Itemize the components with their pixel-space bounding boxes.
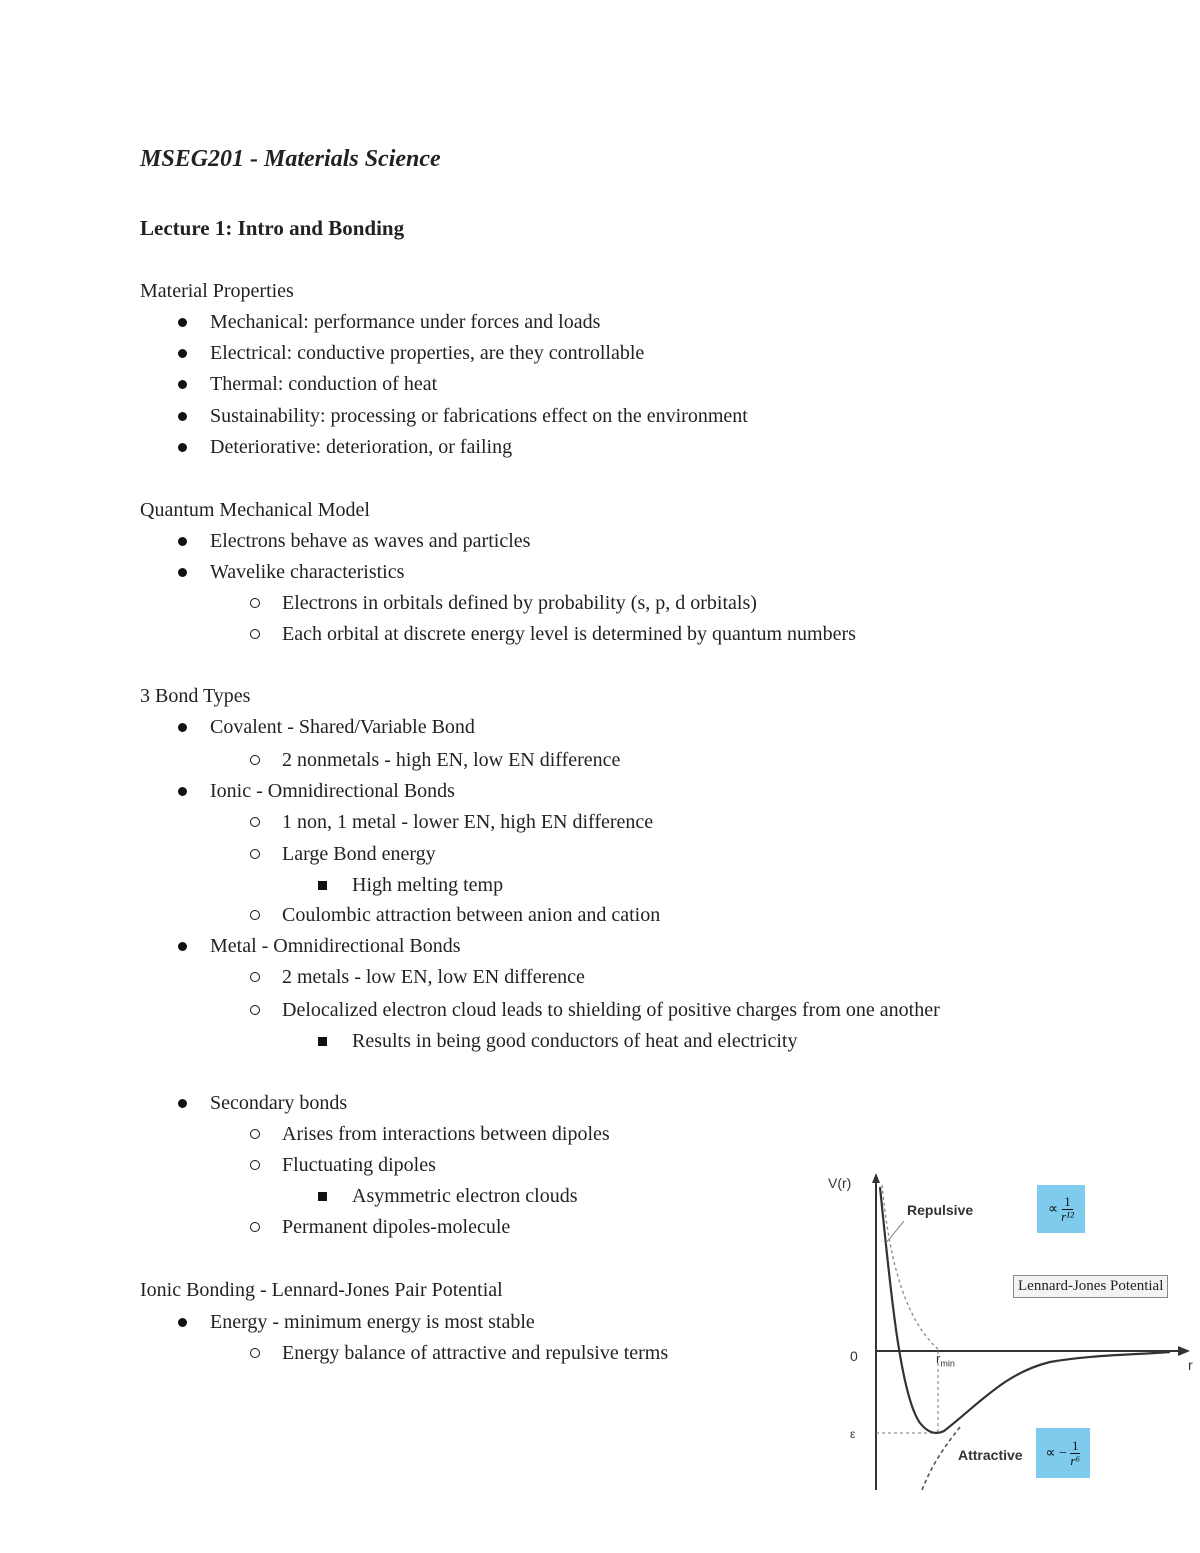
list-subitem: Each orbital at discrete energy level is determined by quantum numbers: [282, 623, 856, 645]
list-item-metal: Metal - Omnidirectional Bonds: [210, 935, 461, 957]
y-axis-arrow: [872, 1173, 880, 1183]
bullet-disc: [178, 1318, 187, 1327]
lennard-jones-legend: Lennard-Jones Potential: [1013, 1275, 1168, 1298]
section-heading-material-properties: Material Properties: [140, 280, 294, 302]
list-subsubitem: Asymmetric electron clouds: [352, 1185, 578, 1207]
attractive-formula-box: ∝ − $\frac{1}{\text{r⁶}}$: [1036, 1428, 1090, 1478]
list-subitem: Coulombic attraction between anion and cation: [282, 904, 661, 926]
epsilon-label: ε: [850, 1427, 856, 1441]
list-item-secondary: Secondary bonds: [210, 1092, 348, 1114]
section-heading-quantum-model: Quantum Mechanical Model: [140, 499, 370, 521]
rmin-label: $r_{min}$: [936, 1351, 955, 1369]
list-item: Thermal: conduction of heat: [210, 373, 438, 395]
document-title: MSEG201 - Materials Science: [140, 146, 441, 172]
y-axis-label: V(r): [828, 1175, 852, 1191]
bullet-circle: [250, 910, 260, 920]
bullet-disc: [178, 318, 187, 327]
bullet-square: [318, 881, 327, 890]
list-item-covalent: Covalent - Shared/Variable Bond: [210, 716, 475, 738]
list-item: Electrons behave as waves and particles: [210, 530, 531, 552]
bullet-disc: [178, 723, 187, 732]
lennard-jones-plot: [820, 1165, 1200, 1495]
list-subitem: Delocalized electron cloud leads to shielding of positive charges from one another: [282, 999, 940, 1021]
list-subitem: Permanent dipoles-molecule: [282, 1216, 511, 1238]
bullet-disc: [178, 412, 187, 421]
bullet-circle: [250, 849, 260, 859]
bullet-circle: [250, 598, 260, 608]
list-subitem: 2 metals - low EN, low EN difference: [282, 966, 585, 988]
bullet-disc: [178, 443, 187, 452]
list-item: Deteriorative: deterioration, or failing: [210, 436, 513, 458]
bullet-circle: [250, 1222, 260, 1232]
section-heading-ionic-bonding: Ionic Bonding - Lennard-Jones Pair Potential: [140, 1279, 503, 1301]
bullet-disc: [178, 537, 187, 546]
list-subitem: Arises from interactions between dipoles: [282, 1123, 610, 1145]
list-item: Electrical: conductive properties, are they controllable: [210, 342, 645, 364]
bullet-circle: [250, 1129, 260, 1139]
repulsive-label: Repulsive: [907, 1202, 974, 1218]
lennard-jones-figure: [820, 1165, 1200, 1495]
bullet-circle: [250, 817, 260, 827]
list-item-ionic: Ionic - Omnidirectional Bonds: [210, 780, 455, 802]
list-subitem: 1 non, 1 metal - lower EN, high EN difference: [282, 811, 654, 833]
list-subitem: 2 nonmetals - high EN, low EN difference: [282, 749, 621, 771]
bullet-disc: [178, 942, 187, 951]
lecture-heading: Lecture 1: Intro and Bonding: [140, 216, 405, 240]
x-axis-label: r: [1188, 1357, 1193, 1373]
bullet-disc: [178, 1099, 187, 1108]
list-subsubitem: Results in being good conductors of heat and electricity: [352, 1030, 798, 1052]
list-item: Mechanical: performance under forces and loads: [210, 311, 601, 333]
bullet-disc: [178, 787, 187, 796]
bullet-circle: [250, 972, 260, 982]
list-item: Sustainability: processing or fabrications effect on the environment: [210, 405, 748, 427]
bullet-circle: [250, 1160, 260, 1170]
bullet-circle: [250, 755, 260, 765]
bullet-circle: [250, 629, 260, 639]
attractive-term-curve: [922, 1427, 960, 1490]
bullet-circle: [250, 1348, 260, 1358]
bullet-disc: [178, 349, 187, 358]
x-axis-arrow: [1178, 1346, 1190, 1356]
section-heading-bond-types: 3 Bond Types: [140, 685, 251, 707]
list-subsubitem: High melting temp: [352, 874, 504, 896]
bullet-disc: [178, 568, 187, 577]
potential-curve: [880, 1187, 1170, 1433]
repulsive-formula-box: ∝ $\frac{1}{\text{r¹²}}$: [1037, 1185, 1085, 1233]
bullet-circle: [250, 1005, 260, 1015]
list-item: Wavelike characteristics: [210, 561, 405, 583]
bullet-disc: [178, 380, 187, 389]
repulsive-pointer: [886, 1221, 904, 1243]
list-subitem: Large Bond energy: [282, 843, 436, 865]
list-subitem: Energy balance of attractive and repulsive terms: [282, 1342, 669, 1364]
zero-label: 0: [850, 1348, 858, 1364]
list-item: Energy - minimum energy is most stable: [210, 1311, 535, 1333]
bullet-square: [318, 1192, 327, 1201]
list-subitem: Fluctuating dipoles: [282, 1154, 436, 1176]
attractive-label: Attractive: [958, 1447, 1023, 1463]
bullet-square: [318, 1037, 327, 1046]
list-subitem: Electrons in orbitals defined by probability (s, p, d orbitals): [282, 592, 757, 614]
